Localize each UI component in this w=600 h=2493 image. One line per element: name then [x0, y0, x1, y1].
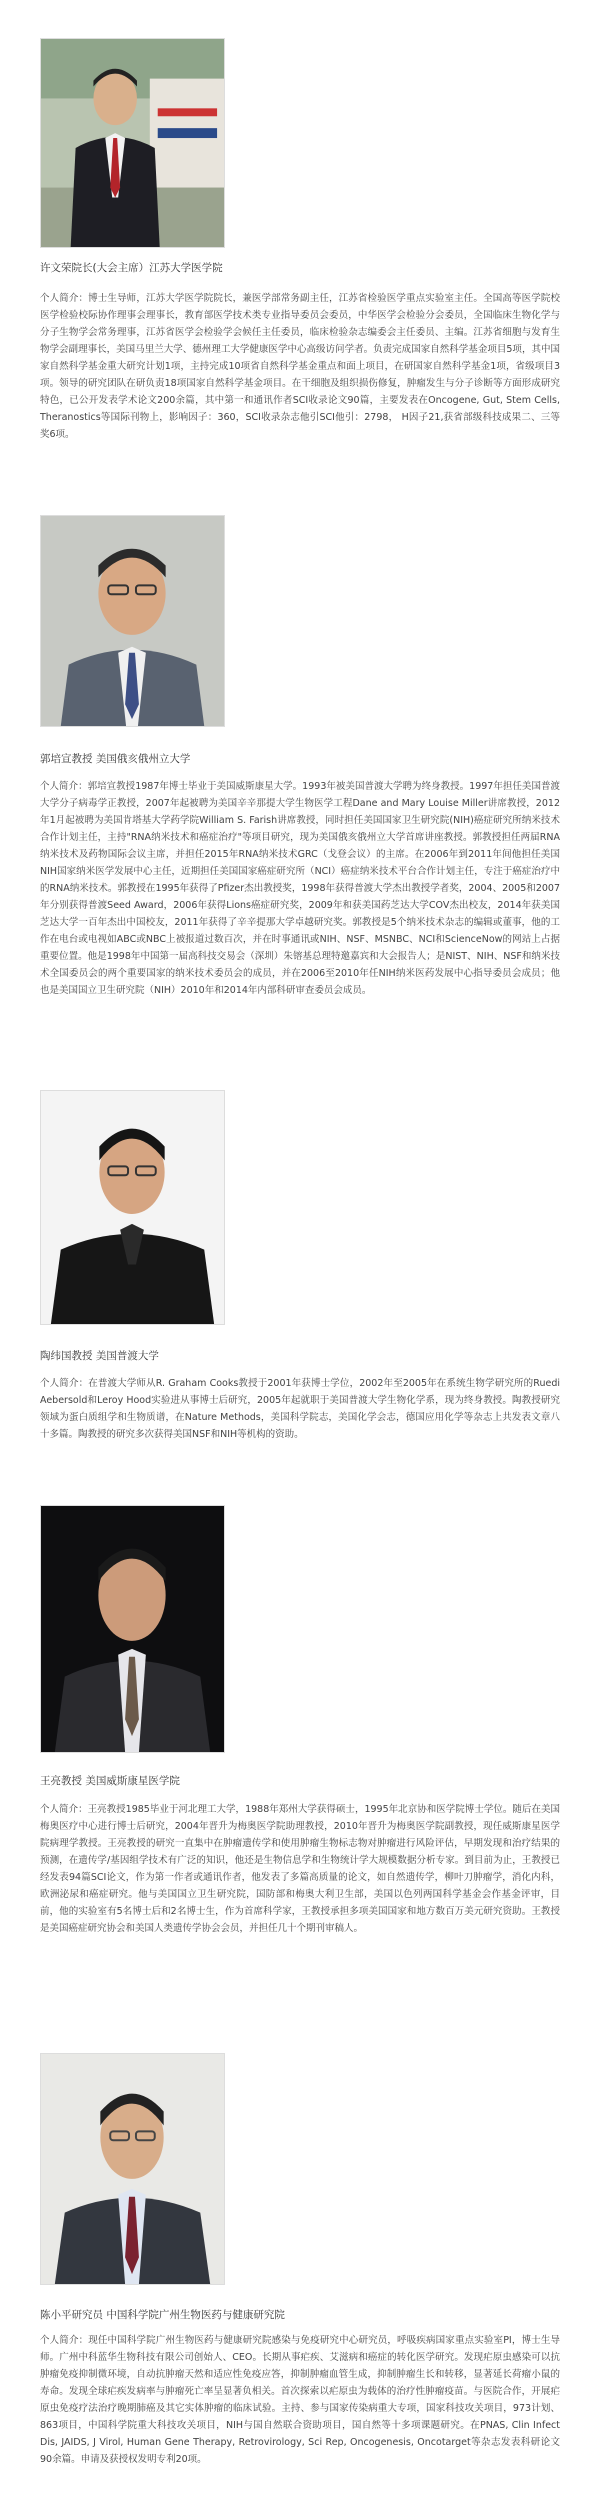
speaker-name-affiliation: 陶纬国教授 美国普渡大学 [40, 1350, 159, 1362]
speaker-bio: 个人简介：博士生导师，江苏大学医学院院长，兼医学部常务副主任，江苏省检验医学重点实验室主任。全国高等医学院校医学检验校际协作理事会理事长，教育部医学技术类专业指导委员会委员，中华医学会检验分会委员，全国临床生物化学与分子生物学会常务理事，江苏省医学会检验学会候任主任委员，临床检验杂志编委会主任委员、主编。江苏省细胞与发育生物学会副理事长，美国马里兰大学、德州理工大学健康医学中心高级访问学者。负责完成国家自然科学基金项目5项，其中国家自然科学基金重大研究计划1项，主持完成10项省自然科学基金重点和面上项目，在研国家自然科学基金1项，省级项目3项。领导的研究团队在研负责18项国家自然科学基金项目。在干细胞及组织损伤修复，肿瘤发生与分子诊断等方面形成研究特色，已公开发表学术论文200余篇，其中第一和通讯作者SCI收录论文90篇，主要发表在Oncogene, Gut, Stem Cells, Theranostics等国际刊物上，影响因子：360，SCI收录杂志他引SCI他引：2798， H因子21,获省部级科技成果二、三等奖6项。 [40, 293, 560, 440]
speaker-photo [40, 515, 225, 727]
speaker-name-affiliation: 郭培宣教授 美国俄亥俄州立大学 [40, 753, 191, 765]
portrait-image [41, 2054, 224, 2284]
speaker-name-affiliation: 许文荣院长(大会主席）江苏大学医学院 [40, 262, 223, 274]
portrait-image [41, 1091, 224, 1324]
speaker-bio: 个人简介：王亮教授1985毕业于河北理工大学，1988年郑州大学获得硕士，1995年北京协和医学院博士学位。随后在美国梅奥医疗中心进行博士后研究，2004年晋升为梅奥医学院助理教授，2010年晋升为梅奥医学院副教授，现任威斯康星医学院病理学教授。王亮教授的研究一直集中在肿瘤遗传学和使用肿瘤生物标志物对肿瘤进行风险评估，早期发现和治疗结果的预测，在遗传学/基因组学技术有广泛的知识，他还是生物信息学和生物统计学大规模数据分析专家。到目前为止，王教授已经发表94篇SCI论文，作为第一作者或通讯作者，他发表了多篇高质量的论文，如自然遗传学，柳叶刀肿瘤学，消化内科，欧洲泌尿和癌症研究。他与美国国立卫生研究院，国防部和梅奥大利卫生部，美国以色列两国科学基金会作基金评审，目前，他的实验室有5名博士后和2名博士生，作为首席科学家，王教授承担多项美国国家和地方数百万美元研究资助。王教授是美国癌症研究协会和美国人类遗传学协会会员，并担任几十个期刊审稿人。 [40, 1804, 560, 1934]
speaker-name-affiliation: 陈小平研究员 中国科学院广州生物医药与健康研究院 [40, 2309, 285, 2321]
speaker-photo [40, 1505, 225, 1753]
speaker-photo [40, 1090, 225, 1325]
speaker-photo [40, 38, 225, 248]
portrait-image [41, 1506, 224, 1752]
portrait-image [41, 516, 224, 726]
speaker-photo [40, 2053, 225, 2285]
speaker-bio: 个人简介：郭培宣教授1987年博士毕业于美国威斯康星大学。1993年被美国普渡大学聘为终身教授。1997年担任美国普渡大学分子病毒学正教授，2007年起被聘为美国辛辛那提大学生物医学工程Dane and Mary Louise Miller讲席教授，2012年1月起被聘为美国肯塔基大学药学院William S. Farish讲席教授，同时担任美国国家卫生研究院(NIH)癌症研究所纳米技术合作计划主任，主持"RNA纳米技术和癌症治疗"等项目研究，现为美国俄亥俄州立大学首席讲座教授。郭教授担任两届RNA纳米技术及药物国际会议主席，并担任2015年RNA纳米技术GRC（戈登会议）的主席。在2006年到2011年间他担任美国NIH国家纳米医学发展中心主任，近期担任美国国家癌症研究所（NCI）癌症纳米技术平台合作计划主任，专注于癌症治疗中的RNA纳米技术。郭教授在1995年获得了Pfizer杰出教授奖，1998年获得普渡大学杰出教授学者奖，2004、2005和2007年分别获得普渡Seed Award，2006年获得Lions癌症研究奖，2009年和获美国药芝达大学COV杰出校友，2014年获美国芝达大学一百年杰出中国校友，2011年获得了辛辛提那大学卓越研究奖。郭教授是5个纳米技术杂志的编辑或董事，他的工作在电台或电视如ABC或NBC上被报道过数百次，并在时事通讯或NIH、NSF、MSNBC、NCI和ScienceNow的网站上占据重要位置。他是1998年中国第一届高科技交易会（深圳）朱镕基总理特邀嘉宾和大会报告人；是NIST、NIH、NSF和纳米技术全国委员会的两个重要国家的纳米技术委员会的成员，并在2006至2010年任NIH纳米医药发展中心指导委员会成员；他也是美国国立卫生研究院（NIH）2010年和2014年内部科研审查委员会成员。 [40, 781, 560, 996]
speaker-name-affiliation: 王亮教授 美国威斯康星医学院 [40, 1775, 180, 1787]
speaker-bio: 个人简介：现任中国科学院广州生物医药与健康研究院感染与免疫研究中心研究员，呼吸疾病国家重点实验室PI，博士生导师。广州中科蓝华生物科技有限公司创始人、CEO。长期从事疟疾、艾滋病和癌症的转化医学研究。发现疟原虫感染可以抗肿瘤免疫抑制微环境，自动抗肿瘤天然和适应性免疫应答，抑制肿瘤血管生成，抑制肿瘤生长和转移，显著延长荷瘤小鼠的寿命。发现全球疟疾发病率与肿瘤死亡率呈显著负相关。首次探索以疟原虫为载体的治疗性肿瘤疫苗。与医院合作，开展疟原虫免疫疗法治疗晚期肺癌及其它实体肿瘤的临床试验。主持、参与国家传染病重大专项，国家科技攻关项目，973计划、863项目，中国科学院重大科技攻关项目，NIH与国自然联合资助项目，国自然等十多项课题研究。在PNAS, Clin Infect Dis, JAIDS, J Virol, Human Gene Therapy, Retrovirology, Sci Rep, Oncogenesis, Oncotarget等杂志发表科研论文90余篇。申请及获授权发明专利20项。 [40, 2335, 560, 2465]
portrait-image [41, 39, 224, 247]
speaker-bio: 个人简介：在普渡大学师从R. Graham Cooks教授于2001年获博士学位，2002年至2005年在系统生物学研究所的Ruedi Aebersold和Leroy Hood实验进从事博士后研究，2005年起就职于美国普渡大学生物化学系，现为终身教授。陶教授研究领域为蛋白质组学和生物质谱，在Nature Methods，美国科学院志，美国化学会志，德国应用化学等杂志上共发表文章八十多篇。陶教授的研究多次获得美国NSF和NIH等机构的资助。 [40, 1378, 560, 1440]
